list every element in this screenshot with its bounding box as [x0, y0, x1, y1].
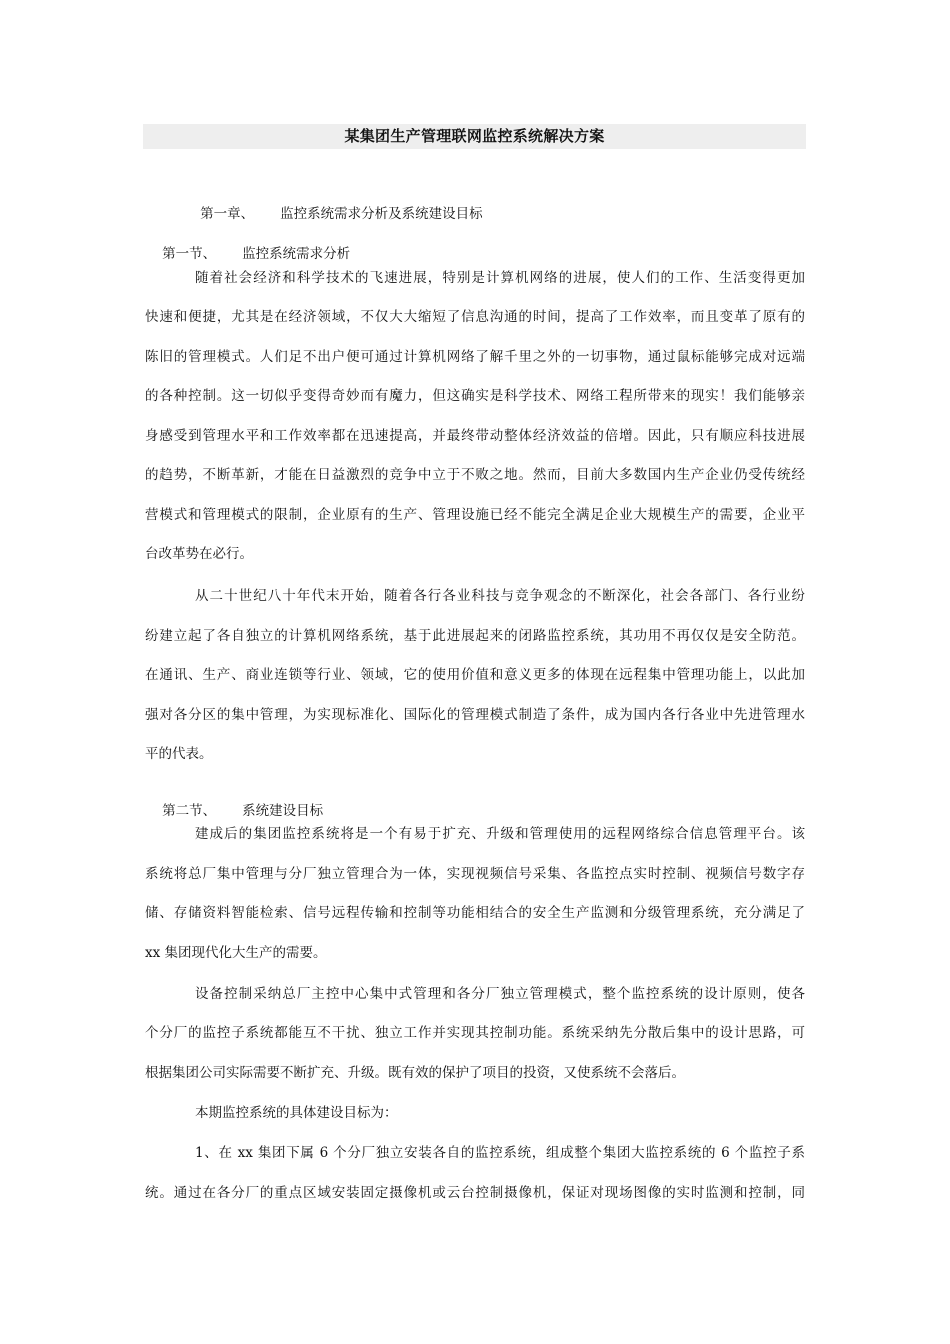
paragraph-line: 本期监控系统的具体建设目标为： — [195, 1105, 398, 1121]
paragraph-line: 平的代表。 — [145, 746, 213, 762]
paragraph-line: 的各种控制。这一切似乎变得奇妙而有魔力，但这确实是科学技术、网络工程所带来的现实！我们能够亲 — [145, 388, 805, 404]
paragraph-line: 根据集团公司实际需要不断扩充、升级。既有效的保护了项目的投资，又使系统不会落后。 — [145, 1065, 685, 1081]
chapter-text: 监控系统需求分析及系统建设目标 — [280, 206, 483, 222]
document-title: 某集团生产管理联网监控系统解决方案 — [344, 127, 605, 145]
paragraph-line: 的趋势，不断革新，才能在日益激烈的竞争中立于不败之地。然而，目前大多数国内生产企业仍受传统经 — [145, 467, 805, 483]
chapter-number: 第一章、 — [200, 206, 255, 222]
paragraph-line: 营模式和管理模式的限制，企业原有的生产、管理设施已经不能完全满足企业大规模生产的需要，企业平 — [145, 507, 805, 523]
paragraph-line: 1、在 xx 集团下属 6 个分厂独立安装各自的监控系统，组成整个集团大监控系统的 6 个监控子系 — [195, 1145, 805, 1161]
paragraph-line: 身感受到管理水平和工作效率都在迅速提高，并最终带动整体经济效益的倍增。因此，只有顺应科技进展 — [145, 428, 805, 444]
paragraph-line: 统。通过在各分厂的重点区域安装固定摄像机或云台控制摄像机，保证对现场图像的实时监测和控制，同 — [145, 1185, 805, 1201]
paragraph-line: 纷建立起了各自独立的计算机网络系统，基于此进展起来的闭路监控系统，其功用不再仅仅是安全防范。 — [145, 628, 805, 644]
section-number: 第一节、 — [162, 246, 217, 262]
paragraph-line: 系统将总厂集中管理与分厂独立管理合为一体，实现视频信号采集、各监控点实时控制、视频信号数字存 — [145, 866, 805, 882]
paragraph-line: 陈旧的管理模式。人们足不出户便可通过计算机网络了解千里之外的一切事物，通过鼠标能够完成对远端 — [145, 349, 805, 365]
paragraph-line: 从二十世纪八十年代末开始，随着各行各业科技与竞争观念的不断深化，社会各部门、各行业纷 — [195, 588, 805, 604]
paragraph-line: 储、存储资料智能检索、信号远程传输和控制等功能相结合的安全生产监测和分级管理系统，充分满足了 — [145, 905, 805, 921]
section-number: 第二节、 — [162, 803, 217, 819]
paragraph-line: 个分厂的监控子系统都能互不干扰、独立工作并实现其控制功能。系统采纳先分散后集中的设计思路，可 — [145, 1025, 805, 1041]
section-text: 监控系统需求分析 — [242, 246, 351, 262]
paragraph-line: xx 集团现代化大生产的需要。 — [145, 945, 327, 961]
paragraph-line: 强对各分区的集中管理，为实现标准化、国际化的管理模式制造了条件，成为国内各行各业中先进管理水 — [145, 707, 805, 723]
section-text: 系统建设目标 — [242, 803, 324, 819]
paragraph-line: 台改革势在必行。 — [145, 546, 253, 562]
paragraph-line: 在通讯、生产、商业连锁等行业、领域，它的使用价值和意义更多的体现在远程集中管理功能上，以此加 — [145, 667, 805, 683]
paragraph-line: 建成后的集团监控系统将是一个有易于扩充、升级和管理使用的远程网络综合信息管理平台。该 — [195, 826, 805, 842]
paragraph-line: 快速和便捷，尤其是在经济领域，不仅大大缩短了信息沟通的时间，提高了工作效率，而且变革了原有的 — [145, 309, 805, 325]
paragraph-line: 设备控制采纳总厂主控中心集中式管理和各分厂独立管理模式，整个监控系统的设计原则，使各 — [195, 986, 805, 1002]
paragraph-line: 随着社会经济和科学技术的飞速进展，特别是计算机网络的进展，使人们的工作、生活变得更加 — [195, 270, 805, 286]
